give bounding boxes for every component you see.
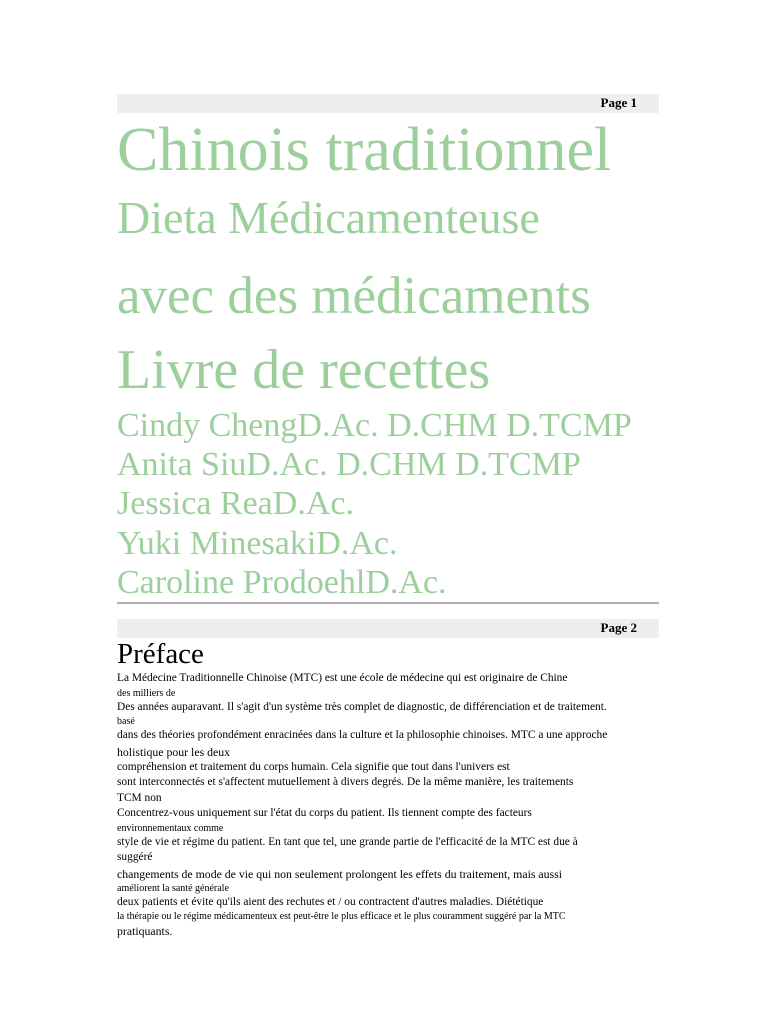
body-line: changements de mode de vie qui non seulement prolongent les effets du traitement, mais aussi <box>117 866 562 881</box>
preface-body <box>117 671 677 939</box>
author-caroline-prodoehl: Caroline ProdoehlD.Ac. <box>117 564 447 601</box>
preface-heading: Préface <box>117 638 204 670</box>
book-title-line-4: Livre de recettes <box>117 339 491 401</box>
author-yuki-minesaki: Yuki MinesakiD.Ac. <box>117 525 398 562</box>
body-line: Des années auparavant. Il s'agit d'un système très complet de diagnostic, de différenciation et de traitement. <box>117 700 607 713</box>
body-line: Concentrez-vous uniquement sur l'état du corps du patient. Ils tiennent compte des facteurs <box>117 807 532 819</box>
body-line: des milliers de <box>117 687 176 699</box>
body-line: style de vie et régime du patient. En tant que tel, une grande partie de l'efficacité de la MTC est due à <box>117 835 578 848</box>
body-line: deux patients et évite qu'ils aient des rechutes et / ou contractent d'autres maladies. Diététique <box>117 895 544 908</box>
body-line: TCM non <box>117 791 162 804</box>
body-line: basé <box>117 716 135 727</box>
book-title-line-1: Chinois traditionnel <box>117 116 612 184</box>
body-line: sont interconnectés et s'affectent mutuellement à divers degrés. De la même manière, les traitements <box>117 776 574 788</box>
body-line: compréhension et traitement du corps humain. Cela signifie que tout dans l'univers est <box>117 760 510 773</box>
author-anita-siu: Anita SiuD.Ac. D.CHM D.TCMP <box>117 446 581 483</box>
page-separator <box>117 602 659 604</box>
body-line: La Médecine Traditionnelle Chinoise (MTC) est une école de médecine qui est originaire de Chine <box>117 672 568 684</box>
page-1-label: Page 1 <box>600 95 637 110</box>
page-2-label: Page 2 <box>600 620 637 635</box>
body-line: suggéré <box>117 851 153 863</box>
body-line: dans des théories profondément enracinées dans la culture et la philosophie chinoises. MTC a une approche <box>117 729 608 741</box>
book-title-line-2: Dieta Médicamenteuse <box>117 192 540 243</box>
author-cindy-cheng: Cindy ChengD.Ac. D.CHM D.TCMP <box>117 407 632 444</box>
page-2-header-bar <box>117 619 659 638</box>
author-jessica-rea: Jessica ReaD.Ac. <box>117 485 354 522</box>
body-line: pratiquants. <box>117 924 173 938</box>
body-line: environnementaux comme <box>117 822 224 834</box>
book-title-line-3: avec des médicaments <box>117 267 591 325</box>
body-line: holistique pour les deux <box>117 744 231 759</box>
page-1-header-bar <box>117 94 659 113</box>
body-line: la thérapie ou le régime médicamenteux est peut-être le plus efficace et le plus couramment suggéré par la MTC <box>117 911 566 922</box>
body-line: améliorent la santé générale <box>117 882 229 894</box>
